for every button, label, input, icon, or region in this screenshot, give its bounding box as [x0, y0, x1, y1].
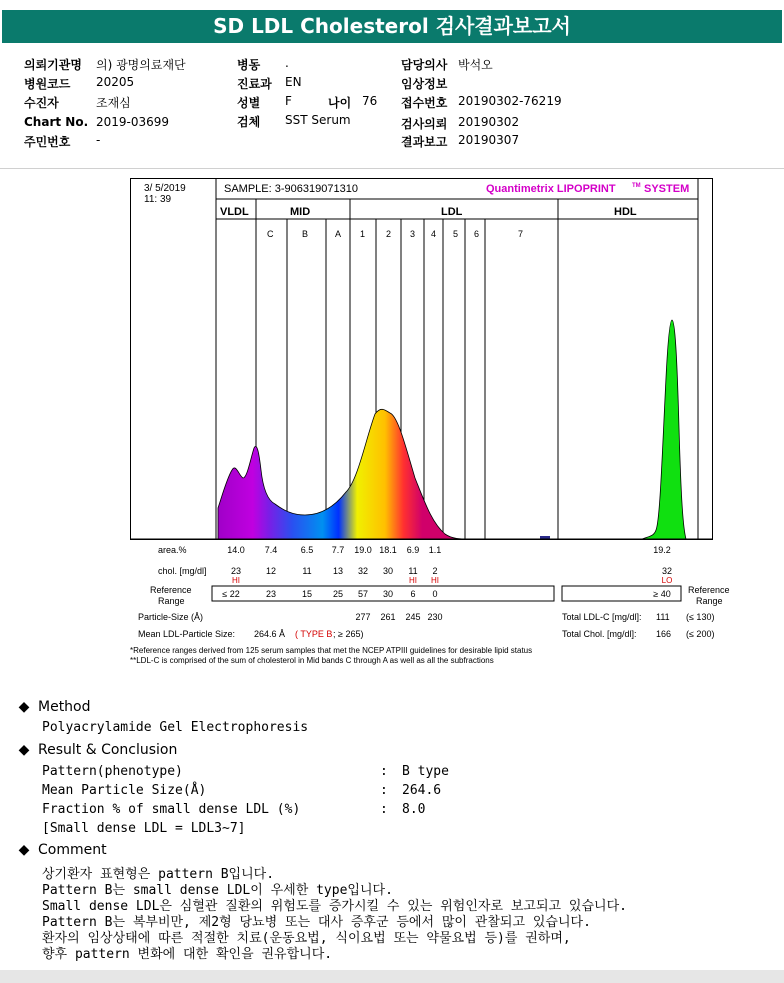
- run-time: 11: 39: [144, 194, 172, 205]
- comment-line-1: 상기환자 표현형은 pattern B입니다.: [42, 867, 275, 882]
- total-ldl-ref: (≤ 130): [686, 612, 715, 622]
- band-3: 3: [410, 229, 416, 239]
- footnote-1: *Reference ranges derived from 125 serum samples that met the NCEP ATPIII guidelines for desirable lipid status: [130, 646, 533, 655]
- patient-info: [0, 56, 784, 154]
- ref-ldl1: 57: [357, 589, 369, 599]
- total-ldl-label: Total LDL-C [mg/dl]:: [562, 612, 642, 622]
- chol-ldl2: 30: [382, 566, 394, 576]
- footer-bar: [0, 970, 784, 983]
- institution-value: 의) 광명의료재단: [96, 58, 186, 72]
- area-ldl2: 18.1: [379, 545, 397, 555]
- row-ref-label-r2: Range: [696, 596, 723, 606]
- area-vldl: 14.0: [227, 545, 245, 555]
- result-colon-3: :: [380, 802, 388, 817]
- total-chol-value: 166: [656, 629, 672, 639]
- ref-c: 23: [265, 589, 277, 599]
- result-heading-text: Result & Conclusion: [38, 742, 178, 758]
- ref-ldl2: 30: [382, 589, 394, 599]
- department-value: EN: [285, 75, 302, 89]
- hospital-code-value: 20205: [96, 75, 135, 89]
- particle-ldl1: 277: [355, 612, 371, 622]
- chart-no-label: Chart No.: [24, 115, 89, 129]
- chol-hdl: 32: [661, 566, 673, 576]
- result-value-pattern: B type: [402, 764, 449, 779]
- chol-a: 13: [332, 566, 344, 576]
- row-chol-label: chol. [mg/dl]: [158, 566, 207, 576]
- divider: [0, 168, 784, 169]
- report-title: SD LDL Cholesterol 검사결과보고서: [2, 10, 782, 43]
- result-value-mean-size: 264.6: [402, 783, 442, 798]
- patient-label: 수진자: [24, 96, 59, 110]
- request-date-value: 20190302: [458, 115, 520, 129]
- mean-particle-value: 264.6 Å: [254, 629, 286, 639]
- area-ldl3: 6.9: [406, 545, 420, 555]
- area-b: 6.5: [300, 545, 314, 555]
- particle-ldl4: 230: [427, 612, 443, 622]
- band-4: 4: [431, 229, 437, 239]
- band-7: 7: [518, 229, 524, 239]
- sex-value: F: [285, 94, 292, 108]
- comment-heading-text: Comment: [38, 842, 107, 858]
- total-ldl-value: 111: [656, 612, 670, 622]
- result-label-pattern: Pattern(phenotype): [42, 764, 183, 779]
- brand-system: SYSTEM: [644, 183, 690, 195]
- lipoprint-figure: [130, 178, 730, 668]
- method-text: Polyacrylamide Gel Electrophoresis: [42, 720, 309, 735]
- flag-hdl: LO: [661, 576, 673, 585]
- receipt-no-label: 접수번호: [401, 96, 448, 110]
- method-heading: [18, 699, 91, 715]
- ref-hdl: ≥ 40: [653, 589, 671, 599]
- chol-b: 11: [302, 566, 312, 576]
- run-date: 3/ 5/2019: [144, 183, 186, 194]
- resident-no-value: -: [96, 133, 101, 147]
- ref-vldl: ≤ 22: [222, 589, 240, 599]
- age-label: 나이: [328, 96, 352, 110]
- particle-ldl2: 261: [380, 612, 396, 622]
- area-hdl: 19.2: [653, 545, 671, 555]
- row-area-label: area.%: [158, 545, 187, 555]
- chol-ldl4: 2: [432, 566, 438, 576]
- total-chol-ref: (≤ 200): [686, 629, 715, 639]
- diamond-icon: ◆: [18, 742, 30, 758]
- doctor-value: 박석오: [458, 58, 493, 72]
- department-label: 진료과: [237, 77, 272, 91]
- chol-ldl1: 32: [357, 566, 369, 576]
- area-a: 7.7: [331, 545, 345, 555]
- row-ref-label-1: Reference: [150, 585, 192, 595]
- ref-a: 25: [332, 589, 344, 599]
- result-heading: [18, 742, 177, 758]
- band-c: C: [267, 229, 274, 239]
- diamond-icon: ◆: [18, 842, 30, 858]
- band-5: 5: [453, 229, 459, 239]
- comment-line-5: 환자의 임상상태에 따른 적절한 치료(운동요법, 식이요법 또는 약물요법 등)를 권하며,: [42, 931, 571, 946]
- clinical-info-label: 임상정보: [401, 77, 448, 91]
- result-colon-1: :: [380, 764, 388, 779]
- ref-b: 15: [301, 589, 313, 599]
- comment-heading: [18, 842, 107, 858]
- sample-id: SAMPLE: 3-906319071310: [224, 183, 358, 195]
- band-2: 2: [386, 229, 392, 239]
- comment-line-6: 향후 pattern 변화에 대한 확인을 권유합니다.: [42, 947, 333, 962]
- row-ref-label-2: Range: [158, 596, 185, 606]
- flag-ldl3: HI: [409, 576, 417, 585]
- comment-line-3: Small dense LDL은 심혈관 질환의 위험도를 증가시킬 수 있는 위험인자로 보고되고 있습니다.: [42, 899, 627, 914]
- specimen-value: SST Serum: [285, 113, 351, 127]
- report-date-label: 결과보고: [401, 135, 448, 149]
- sex-label: 성별: [237, 96, 261, 110]
- hdl-peak: [642, 320, 686, 539]
- diamond-icon: ◆: [18, 699, 30, 715]
- total-chol-label: Total Chol. [mg/dl]:: [562, 629, 637, 639]
- doctor-label: 담당의사: [401, 58, 448, 72]
- chol-vldl: 23: [230, 566, 242, 576]
- comment-line-4: Pattern B는 복부비만, 제2형 당뇨병 또는 대사 증후군 등에서 많이 관찰되고 있습니다.: [42, 915, 591, 930]
- result-label-mean-size: Mean Particle Size(Å): [42, 783, 207, 798]
- group-vldl: VLDL: [220, 206, 249, 218]
- flag-ldl4: HI: [431, 576, 439, 585]
- request-date-label: 검사의뢰: [401, 117, 448, 131]
- area-ldl4: 1.1: [428, 545, 442, 555]
- specimen-label: 검체: [237, 115, 261, 129]
- mean-particle-ref: ; ≥ 265): [333, 629, 364, 639]
- ref-ldl3: 6: [410, 589, 416, 599]
- band-6: 6: [474, 229, 480, 239]
- resident-no-label: 주민번호: [24, 135, 71, 149]
- particle-size-label: Particle-Size (Å): [138, 612, 204, 622]
- report-date-value: 20190307: [458, 133, 520, 147]
- report-banner: [0, 0, 784, 44]
- lipoprint-report: [130, 178, 730, 668]
- area-c: 7.4: [264, 545, 278, 555]
- result-colon-2: :: [380, 783, 388, 798]
- ward-label: 병동: [237, 58, 261, 72]
- mean-particle-type: ( TYPE B: [295, 629, 333, 639]
- hospital-code-label: 병원코드: [24, 77, 71, 91]
- comment-line-2: Pattern B는 small dense LDL이 우세한 type입니다.: [42, 883, 393, 898]
- result-note: [Small dense LDL = LDL3~7]: [42, 821, 246, 836]
- age-value: 76: [362, 94, 378, 108]
- ref-ldl4: 0: [432, 589, 438, 599]
- group-ldl: LDL: [441, 206, 463, 218]
- mean-particle-label: Mean LDL-Particle Size:: [138, 629, 236, 639]
- chart-no-value: 2019-03699: [96, 115, 170, 129]
- band-b: B: [302, 229, 309, 239]
- chol-ldl3: 11: [408, 566, 418, 576]
- ward-value: .: [285, 56, 289, 70]
- area-ldl1: 19.0: [354, 545, 372, 555]
- result-value-fraction: 8.0: [402, 802, 426, 817]
- band-a: A: [335, 229, 342, 239]
- brand-tm: TM: [632, 183, 641, 189]
- patient-value: 조재심: [96, 96, 131, 110]
- group-mid: MID: [290, 206, 311, 218]
- receipt-no-value: 20190302-76219: [458, 94, 562, 108]
- result-label-fraction: Fraction % of small dense LDL (%): [42, 802, 301, 817]
- flag-vldl: HI: [232, 576, 240, 585]
- footnote-2: **LDL-C is comprised of the sum of cholesterol in Mid bands C through A as well as all the subfractions: [130, 656, 494, 665]
- row-ref-label-r1: Reference: [688, 585, 730, 595]
- group-hdl: HDL: [614, 206, 637, 218]
- method-heading-text: Method: [38, 699, 91, 715]
- band-1: 1: [360, 229, 366, 239]
- chol-c: 12: [265, 566, 277, 576]
- institution-label: 의뢰기관명: [24, 58, 82, 72]
- brand-name: Quantimetrix LIPOPRINT: [486, 183, 616, 195]
- particle-ldl3: 245: [405, 612, 421, 622]
